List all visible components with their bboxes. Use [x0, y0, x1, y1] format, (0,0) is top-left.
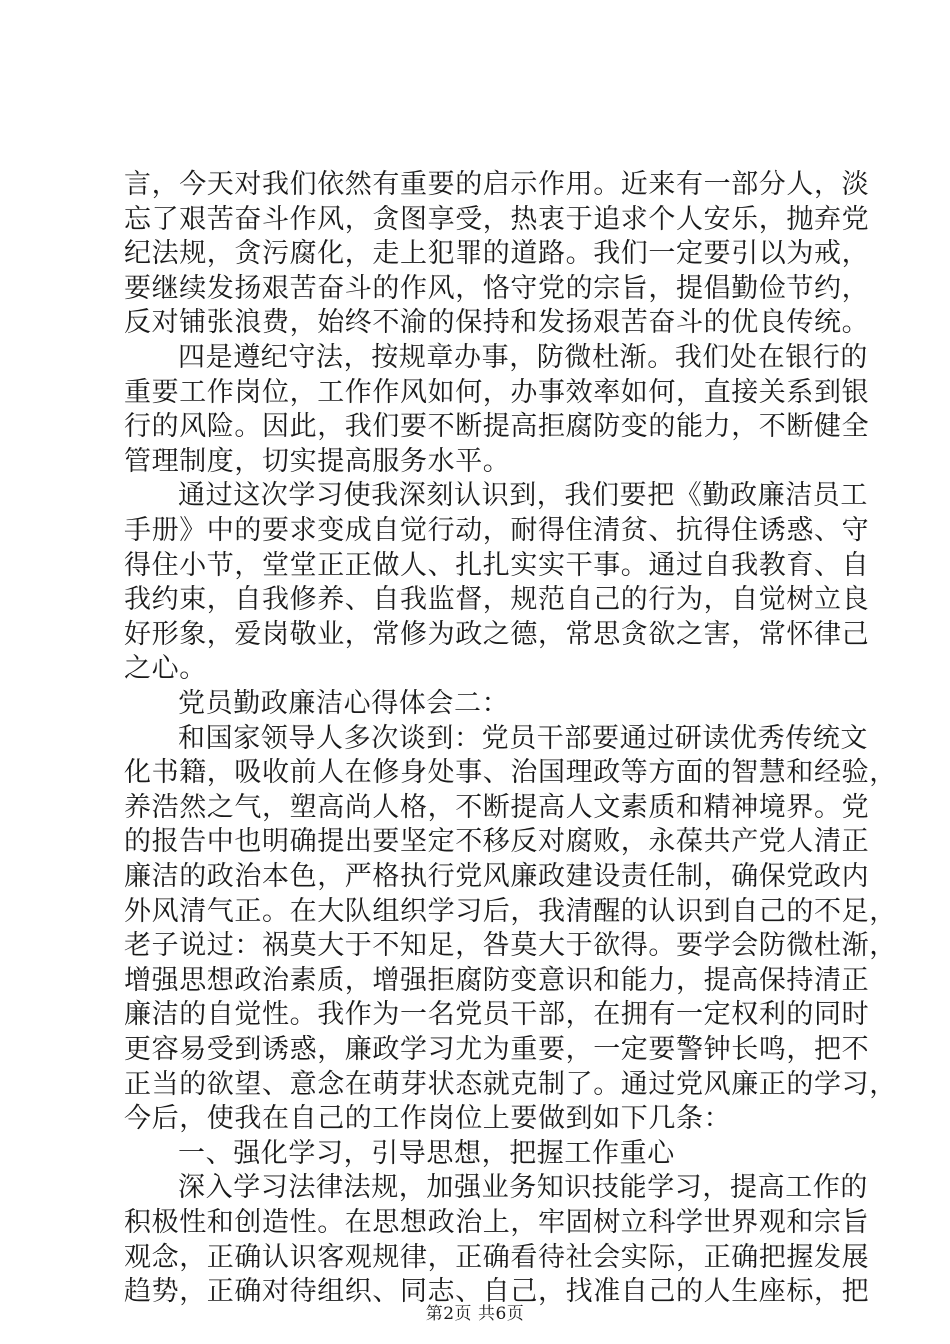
text-line: 养浩然之气，塑高尚人格，不断提高人文素质和精神境界。党 [124, 791, 870, 823]
text-line: 言，今天对我们依然有重要的启示作用。近来有一部分人，淡 [124, 169, 870, 200]
text-line: 廉洁的自觉性。我作为一名党员干部，在拥有一定权利的同时 [124, 999, 870, 1031]
text-line: 观念，正确认识客观规律，正确看待社会实际，正确把握发展 [124, 1241, 870, 1273]
text-line: 管理制度，切实提高服务水平。 [124, 445, 511, 477]
text-line: 外风清气正。在大队组织学习后，我清醒的认识到自己的不足， [124, 895, 897, 927]
text-line: 更容易受到诱惑，廉政学习尤为重要，一定要警钟长鸣，把不 [124, 1034, 870, 1065]
text-line: 四是遵纪守法，按规章办事，防微杜渐。我们处在银行的 [178, 342, 868, 373]
text-line: 深入学习法律法规，加强业务知识技能学习，提高工作的 [178, 1172, 868, 1204]
text-line: 手册》中的要求变成自觉行动，耐得住清贫、抗得住诱惑、守 [124, 515, 870, 546]
text-line: 重要工作岗位，工作作风如何，办事效率如何，直接关系到银 [124, 376, 870, 408]
text-line: 一、强化学习，引导思想，把握工作重心 [178, 1137, 675, 1169]
text-line: 增强思想政治素质，增强拒腐防变意识和能力，提高保持清正 [124, 964, 870, 996]
text-line: 今后，使我在自己的工作岗位上要做到如下几条： [124, 1103, 732, 1135]
text-line: 正当的欲望、意念在萌芽状态就克制了。通过党风廉正的学习， [124, 1068, 897, 1100]
text-line: 趋势，正确对待组织、同志、自己，找准自己的人生座标，把 [124, 1276, 870, 1308]
text-line: 我约束，自我修养、自我监督，规范自己的行为，自觉树立良 [124, 584, 870, 616]
text-line: 党员勤政廉洁心得体会二： [178, 688, 510, 719]
text-line: 纪法规，贪污腐化，走上犯罪的道路。我们一定要引以为戒， [124, 238, 870, 270]
text-line: 化书籍，吸收前人在修身处事、治国理政等方面的智慧和经验， [124, 757, 897, 789]
text-line: 行的风险。因此，我们要不断提高拒腐防变的能力，不断健全 [124, 411, 870, 443]
text-line: 好形象，爱岗敬业，常修为政之德，常思贪欲之害，常怀律己 [124, 618, 870, 650]
text-line: 老子说过：祸莫大于不知足，咎莫大于欲得。要学会防微杜渐， [124, 930, 897, 962]
text-line: 反对铺张浪费，始终不渝的保持和发扬艰苦奋斗的优良传统。 [124, 307, 870, 339]
text-line: 之心。 [124, 653, 207, 685]
text-line: 和国家领导人多次谈到：党员干部要通过研读优秀传统文 [178, 722, 868, 754]
text-line: 廉洁的政治本色，严格执行党风廉政建设责任制，确保党政内 [124, 861, 870, 892]
page-footer: 第2页 共6页 [425, 1304, 525, 1324]
text-line: 通过这次学习使我深刻认识到，我们要把《勤政廉洁员工 [178, 480, 868, 512]
text-line: 的报告中也明确提出要坚定不移反对腐败，永葆共产党人清正 [124, 826, 870, 858]
text-line: 要继续发扬艰苦奋斗的作风，恪守党的宗旨，提倡勤俭节约， [124, 272, 870, 304]
text-line: 得住小节，堂堂正正做人、扎扎实实干事。通过自我教育、自 [124, 549, 870, 581]
text-line: 积极性和创造性。在思想政治上，牢固树立科学世界观和宗旨 [124, 1207, 870, 1238]
text-line: 忘了艰苦奋斗作风，贪图享受，热衷于追求个人安乐，抛弃党 [124, 203, 870, 235]
